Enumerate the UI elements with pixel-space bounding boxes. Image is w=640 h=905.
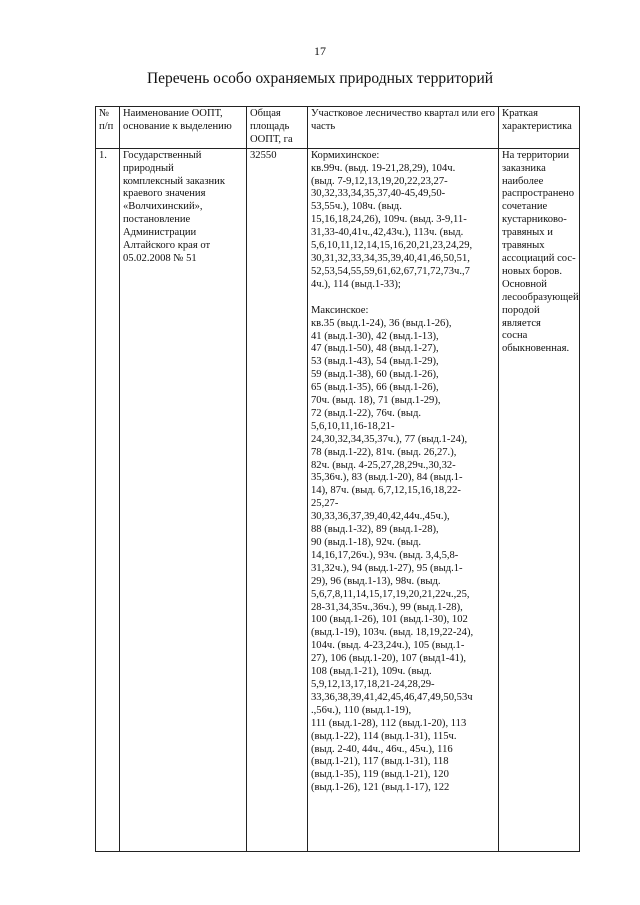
forestry-kormikhinskoe-name: Кормихинское: <box>311 149 380 161</box>
forestry-maksinskoe-quarters: кв.35 (выд.1-24), 36 (выд.1-26), 41 (выд.1-30), 42 (выд.1-13), 47 (выд.1-50), 48 (выд.1-27), 53 (выд.1-43), 54 (выд.1-29), 59 (выд.1-38), 60 (выд.1-26), 65 (выд.1-35), 66 (выд.1-26), 70ч. (выд. 18), 71 (выд.1-29), 72 (выд.1-22), 76ч. (выд. 5,6,10,11,16-18,21- 24,30,32,34,35,37ч.), 77 (выд.1-24), 78 (выд.1-22), 81ч. (выд. 26,27.), 82ч. (выд. 4-25,27,28,29ч.,30,32- 35,36ч.), 83 (выд.1-20), 84 (выд.1- 14), 87ч. (выд. 6,7,12,15,16,18,22- 25,27- 30,33,36,37,39,40,42,44ч.,45ч.), 88 (выд.1-32), 89 (выд.1-28), 90 (выд.1-18), 92ч. (выд. 14,16,17,26ч.), 93ч. (выд. 3,4,5,8- 31,32ч.), 94 (выд.1-27), 95 (выд.1- 29), 96 (выд.1-13), 98ч. (выд. 5,6,7,8,11,14,15,17,19,20,21,22ч.,25, 28-31,34,35ч.,36ч.), 99 (выд.1-28), 100 (выд.1-26), 101 (выд.1-30), 102 (выд.1-19), 103ч. (выд. 18,19,22-24), 104ч. (выд. 4-23,24ч.), 105 (выд.1- 27), 106 (выд.1-20), 107 (выд1-41), 108 (выд.1-21), 109ч. (выд. 5,9,12,13,17,18,21-24,28,29- 33,36,38,39,41,42,45,46,47,49,50,53ч .,56ч.), 110 (выд.1-19), 111 (выд.1-28), 112 (выд.1-20), 113 (выд.1-22), 114 (выд.1-31), 115ч. (выд. 2-40, 44ч., 46ч., 45ч.), 116 (выд.1-21), 117 (выд.1-31), 118 (выд.1-35), 119 (выд.1-21), 120 (выд.1-26), 121 (выд.1-17), 122 <box>311 317 474 794</box>
forestry-kormikhinskoe-quarters: кв.99ч. (выд. 19-21,28,29), 104ч. (выд. 7-9,12,13,19,20,22,23,27- 30,32,33,34,35,37,40-45,49,50- 53,55ч.), 108ч. (выд. 15,16,18,24,26), 109ч. (выд. 3-9,11- 31,33-40,41ч.,42,43ч.), 113ч. (выд. 5,6,10,11,12,14,15,16,20,21,23,24,29, 30,31,32,33,34,35,39,40,41,46,50,51, 52,53,54,55,59,61,62,67,71,72,73ч.,7 4ч.), 114 (выд.1-33); <box>311 162 473 290</box>
forestry-maksinskoe-name: Максинское: <box>311 304 369 316</box>
page-number: 17 <box>314 44 326 58</box>
header-name: Наименование ООПТ, основание к выделению <box>120 107 247 149</box>
table-header-row <box>96 107 580 149</box>
header-description: Краткая характеристика <box>499 107 580 149</box>
row-description: На территории заказника наиболее распространено сочетание кустарниково- травяных и травяных ассоциаций сос- новых боров. Основной лесообразующей породой является сосна обыкновенная. <box>499 148 580 851</box>
header-number: № п/п <box>96 107 120 149</box>
header-forestry: Участковое лесничество квартал или его часть <box>308 107 499 149</box>
row-forestry <box>308 148 499 851</box>
header-area: Общая площадь ООПТ, га <box>247 107 308 149</box>
row-area: 32550 <box>247 148 308 851</box>
row-name: Государственный природный комплексный заказник краевого значения «Волчихинский», постановление Администрации Алтайского края от 05.02.2008 № 51 <box>120 148 247 851</box>
table-row <box>96 148 580 851</box>
protected-areas-table <box>95 106 580 852</box>
row-number: 1. <box>96 148 120 851</box>
page-title: Перечень особо охраняемых природных территорий <box>146 70 494 87</box>
paragraph-gap <box>311 292 495 305</box>
